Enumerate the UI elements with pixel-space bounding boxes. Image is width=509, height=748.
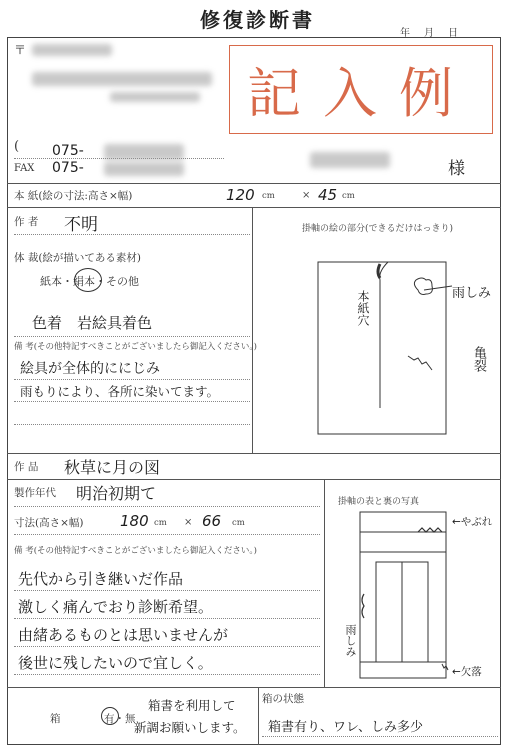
box-note-line-1: 箱書を利用して (148, 698, 236, 713)
column-divider-3 (258, 687, 259, 745)
honshi-height: 120 (226, 186, 255, 204)
diagram2-stain-label: 雨しみ (344, 624, 357, 657)
work-unit-2: cm (232, 518, 245, 528)
diagram1-stain-label: 雨しみ (452, 286, 492, 301)
honshi-label: 本 紙(絵の寸法:高さ×幅) (14, 190, 133, 202)
work-width: 66 (202, 512, 222, 530)
year-underline (14, 506, 320, 507)
remarks2-line-4: 後世に残したいので宜しく。 (18, 654, 213, 672)
date-label: 年 月 日 (400, 28, 460, 39)
sample-stamp: 記入例 (229, 45, 493, 134)
tel-underline (14, 158, 224, 159)
work-unit-1: cm (154, 518, 167, 528)
diagram2-missing-label: ←欠落 (452, 666, 482, 678)
column-divider-2 (324, 479, 325, 687)
remarks2-line-1: 先代から引き継いだ作品 (18, 570, 184, 588)
box-state-underline (262, 736, 498, 737)
fax-label: FAX (14, 163, 35, 174)
tel-prefix: 075- (52, 143, 84, 159)
box-state-value: 箱書有り、ワレ、しみ多少 (268, 720, 423, 735)
size-underline (14, 534, 320, 535)
format-selected-circle (74, 268, 102, 292)
postal-mark: 〒 (14, 43, 27, 57)
format-value: 色着 岩絵具着色 (32, 314, 153, 332)
work-title-label: 作 品 (14, 461, 39, 473)
fax-prefix: 075- (52, 160, 84, 176)
divider (7, 183, 501, 184)
remarks2-underline-2 (14, 618, 320, 619)
format-label: 体 裁(絵が描いてある素材) (14, 252, 142, 264)
remarks1-label: 備 考(その他特記すべきことがございましたら御記入ください。) (14, 342, 257, 352)
remarks2-underline-4 (14, 674, 320, 675)
redacted-fax (104, 162, 184, 176)
work-times: × (184, 517, 193, 528)
remarks1-line-1: 絵具が全体的ににじみ (20, 361, 160, 377)
redacted-address (32, 72, 212, 86)
remarks1-underline-2 (14, 401, 250, 402)
author-label: 作 者 (14, 216, 39, 228)
remarks2-underline-3 (14, 646, 320, 647)
diagram1-paper-hole-label: 本紙穴 (356, 290, 370, 326)
work-year-value: 明治初期て (76, 484, 157, 503)
honshi-unit-1: cm (262, 191, 275, 201)
remarks1-underline-1 (14, 379, 250, 380)
scroll-front-back-diagram (330, 508, 500, 684)
divider (7, 687, 501, 688)
honshi-times: × (302, 190, 311, 201)
divider (7, 207, 501, 208)
diagram2-caption: 掛軸の表と裏の写真 (338, 497, 420, 507)
remarks1-line-2: 雨もりにより、各所に染いてます。 (20, 384, 220, 399)
box-selected-circle (101, 707, 119, 725)
format-options: 紙本・絹本・その他 (40, 275, 139, 288)
box-options: 有・無 (104, 713, 136, 725)
diagram1-caption: 掛軸の絵の部分(できるだけはっきり) (302, 224, 454, 234)
honshi-width: 45 (318, 186, 338, 204)
divider (7, 453, 501, 454)
remarks2-line-3: 由緒あるものとは思いませんが (18, 626, 229, 644)
tel-paren: ( (14, 139, 20, 154)
honorific: 様 (448, 159, 465, 179)
diagram2-tear-label: ←やぶれ (452, 516, 493, 528)
column-divider (252, 207, 253, 453)
redacted-postal (32, 44, 112, 56)
remarks1-underline-3 (14, 424, 250, 425)
box-label: 箱 (50, 713, 61, 725)
author-value: 不明 (64, 215, 98, 235)
format-underline (14, 336, 250, 337)
author-underline (14, 234, 250, 235)
honshi-unit-2: cm (342, 191, 355, 201)
diagram1-crack-label: 亀裂 (471, 346, 486, 372)
divider (7, 479, 501, 480)
remarks2-line-2: 激しく痛んでおり診断希望。 (18, 598, 214, 616)
redacted-name (310, 152, 390, 168)
box-note-line-2: 新調お願いします。 (134, 720, 246, 735)
work-size-label: 寸法(高さ×幅) (14, 517, 84, 529)
work-title-value: 秋草に月の図 (64, 458, 161, 477)
scroll-painting-diagram (300, 238, 500, 438)
remarks2-label: 備 考(その他特記すべきことがございましたら御記入ください。) (14, 546, 257, 556)
redacted-address-2 (110, 92, 200, 102)
page-title: 修復診断書 (200, 8, 315, 32)
box-state-label: 箱の状態 (262, 693, 304, 705)
work-year-label: 製作年代 (14, 487, 56, 499)
remarks2-underline-1 (14, 590, 320, 591)
work-height: 180 (120, 512, 149, 530)
